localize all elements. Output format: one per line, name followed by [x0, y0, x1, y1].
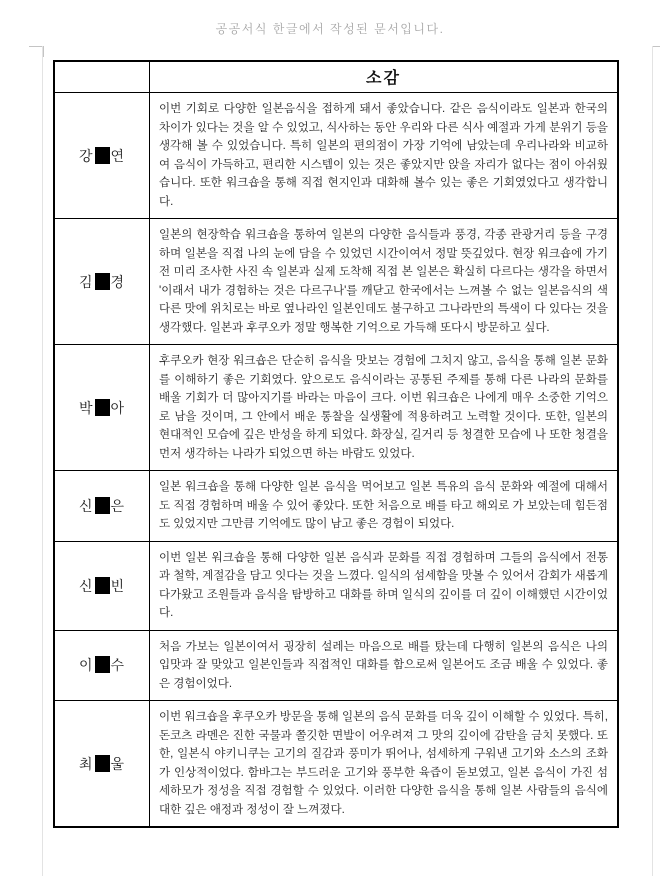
student-name — [54, 701, 150, 828]
comment-text: 이번 워크숍을 후쿠오카 방문을 통해 일본의 음식 문화를 더욱 깊이 이해할 수 있었다. 특히, 돈코츠 라멘은 진한 국물과 쫄깃한 면발이 어우려져 그 맛의 깊이에 감탄을 금치 못했다. 또한, 일본식 야키니쿠는 고기의 질감과 풍미가 뛰어나, 섬세하게 구워낸 고기와 소스의 조화가 인상적이었다. 함바그는 부드러운 고기와 풍부한 육즙이 돋보였고, 일본 음식이 가진 섬세하모가 정성을 직접 경험할 수 있었다. 이러한 다양한 음식을 통해 일본 사람들의 음식에 대한 깊은 애정과 정성이 잘 느껴졌다. — [150, 701, 619, 828]
margin-guide-left — [42, 46, 43, 876]
name-prefix: 이 — [78, 657, 94, 674]
table-row — [54, 219, 618, 345]
name-suffix: 은 — [110, 497, 126, 514]
table-row — [54, 541, 618, 630]
margin-corner-mark-right — [652, 46, 660, 57]
student-name — [54, 541, 150, 630]
name-redaction-box — [95, 755, 110, 772]
student-name — [54, 471, 150, 542]
table-row — [54, 93, 618, 219]
comment-text: 일본의 현장학습 워크숍을 통하여 일본의 다양한 음식들과 풍경, 각종 관광거리 등을 구경하며 일본을 직접 나의 눈에 담을 수 있었던 시간이여서 정말 뜻깊었다. 현장 워크숍에 가기 전 미리 조사한 사진 속 일본과 실제 도착해 직접 본 일본은 확실히 다르다는 생각을 하면서 '이래서 내가 경험하는 것은 다르구나'를 깨닫고 한국에서는 느껴볼 수 없는 일본음식의 색다른 맛에 위치로는 바로 옆나라인 일본인데도 불구하고 그나라만의 특색이 다 있다는 것을 생각했다. 일본과 후쿠오카 정말 행복한 기억으로 가득해 또다시 방문하고 싶다. — [150, 219, 619, 345]
comment-text: 일본 워크숍을 통해 다양한 일본 음식을 먹어보고 일본 특유의 음식 문화와 예절에 대해서도 직접 경험하며 배울 수 있어 좋았다. 또한 처음으로 배를 타고 해외로 가 보았는데 힘든점도 있었지만 그만큼 기억에도 많이 남고 좋은 경험이 되었다. — [150, 471, 619, 542]
comment-text: 후쿠오카 현장 워크숍은 단순히 음식을 맛보는 경험에 그치지 않고, 음식을 통해 일본 문화를 이해하기 좋은 기회였다. 앞으로도 음식이라는 공통된 주제를 통해 다른 나라의 문화를 배울 기회가 더 많아지기를 바라는 마음이 크다. 이번 워크숍은 나에게 매우 소중한 기억으로 남을 것이며, 그 안에서 배운 통찰을 실생활에 적용하려고 노력할 것이다. 또한, 일본의 현대적인 모습에 깊은 반성을 하게 되었다. 화장실, 길거리 등 청결한 모습에 나 또한 청결을 먼저 생각하는 나라가 되었으면 하는 바람도 있었다. — [150, 345, 619, 471]
name-suffix: 아 — [110, 399, 126, 416]
name-prefix: 강 — [78, 147, 94, 164]
table-row — [54, 701, 618, 828]
name-redaction-box — [95, 399, 110, 416]
comment-text: 이번 기회로 다양한 일본음식을 접하게 돼서 좋았습니다. 같은 음식이라도 일본과 한국의 차이가 있다는 것을 알 수 있었고, 식사하는 동안 우리와 다른 식사 예절과 가게 분위기 등을 생각해 볼 수 있었습니다. 특히 일본의 편의점이 가장 기억에 남았는데 우리나라와 비교하여 음식이 가득하고, 편리한 시스템이 있는 것은 좋았지만 앉을 자리가 없다는 점이 아쉬웠습니다. 또한 워크숍을 통해 직접 현지인과 대화해 볼수 있는 좋은 기회였었다고 생각합니다. — [150, 93, 619, 219]
margin-guide-right — [652, 46, 653, 876]
name-prefix: 박 — [78, 399, 94, 416]
table-row — [54, 630, 618, 701]
name-redaction-box — [95, 656, 110, 673]
name-prefix: 신 — [78, 577, 94, 594]
student-name — [54, 93, 150, 219]
document-note: 공공서식 한글에서 작성된 문서입니다. — [215, 22, 445, 36]
name-redaction-box — [95, 497, 110, 514]
name-redaction-box — [95, 273, 110, 290]
name-redaction-box — [95, 147, 110, 164]
name-suffix: 울 — [110, 755, 126, 772]
name-redaction-box — [95, 577, 110, 594]
name-suffix: 경 — [110, 273, 126, 290]
name-prefix: 신 — [78, 497, 94, 514]
name-prefix: 최 — [78, 755, 94, 772]
table-row — [54, 345, 618, 471]
student-name — [54, 630, 150, 701]
table-header-row — [54, 61, 618, 93]
name-suffix: 빈 — [110, 577, 126, 594]
name-column-header — [54, 61, 150, 93]
student-name — [54, 219, 150, 345]
student-name — [54, 345, 150, 471]
comment-text: 처음 가보는 일본이여서 굉장히 설레는 마음으로 배를 탔는데 다행히 일본의 음식은 나의 입맛과 잘 맞았고 일본인들과 직접적인 대화를 함으로써 일본어도 조금 배울 수 있었다. 좋은 경험이었다. — [150, 630, 619, 701]
name-suffix: 연 — [110, 147, 126, 164]
table-title: 소감 — [150, 61, 619, 93]
comments-table — [53, 60, 619, 828]
name-prefix: 김 — [78, 273, 94, 290]
name-suffix: 수 — [110, 657, 126, 674]
table-row — [54, 471, 618, 542]
comment-text: 이번 일본 워크숍을 통해 다양한 일본 음식과 문화를 직접 경험하며 그들의 음식에서 전통과 철학, 계절감을 담고 잇다는 것을 느꼈다. 일식의 섬세함을 맛볼 수 있어서 감회가 새롭게 다가왔고 조원들과 음식을 탐방하고 대화를 하며 일식의 깊이를 더 깊이 이해했던 시간이었다. — [150, 541, 619, 630]
